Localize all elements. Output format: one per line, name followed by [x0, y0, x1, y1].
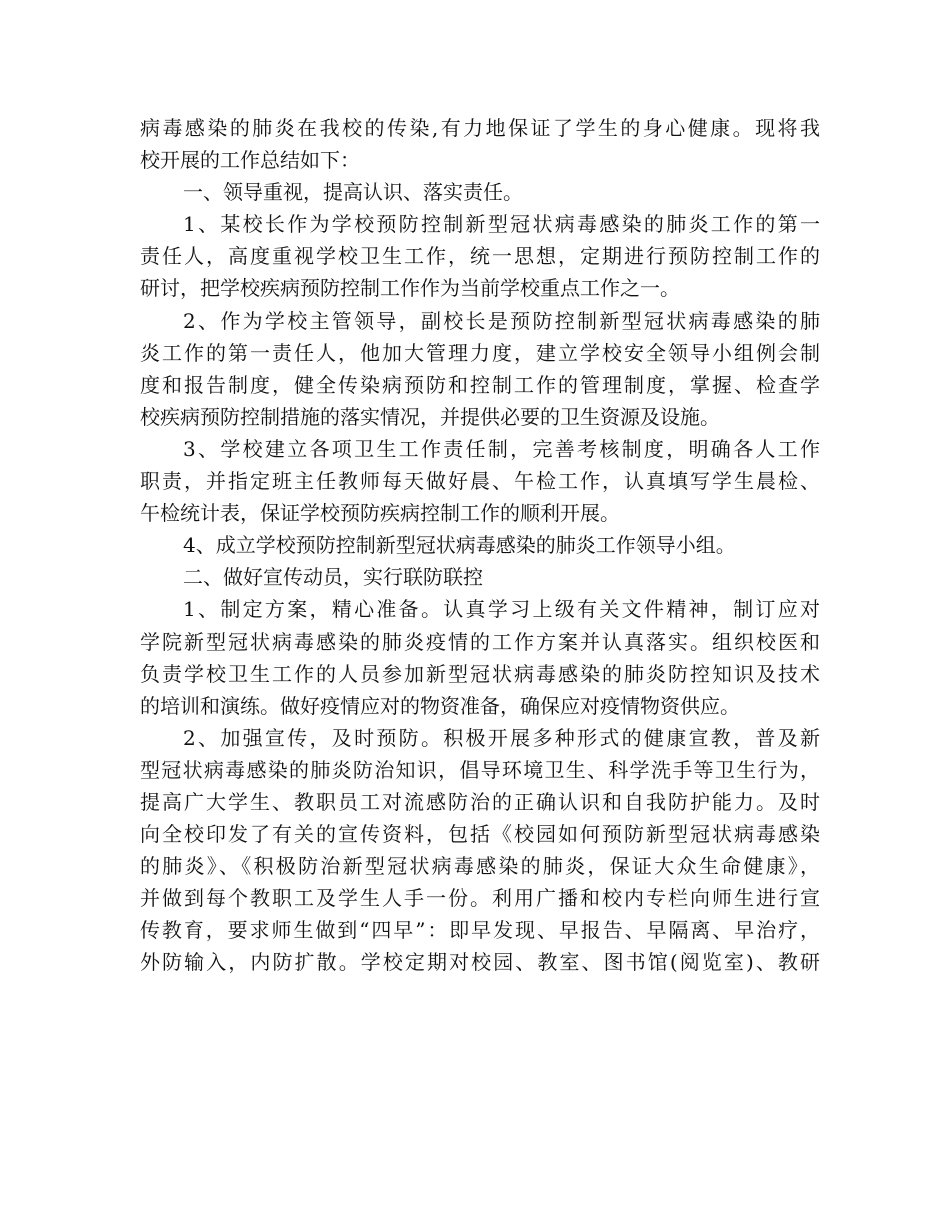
paragraph-line: 校疾病预防控制措施的落实情况，并提供必要的卫生资源及设施。	[140, 404, 720, 429]
paragraph-line: 研讨，把学校疾病预防控制工作作为当前学校重点工作之一。	[140, 276, 680, 301]
document-body	[140, 112, 820, 979]
paragraph-line: 并做到每个教职工及学生人手一份。利用广播和校内专栏向师生进行宣	[140, 886, 820, 911]
paragraph-line: 提高广大学生、教职员工对流感防治的正确认识和自我防护能力。及时	[140, 789, 820, 814]
paragraph-line: 型冠状病毒感染的肺炎防治知识，倡导环境卫生、科学洗手等卫生行为，	[140, 757, 820, 782]
paragraph-line: 传教育，要求师生做到“四早”：即早发现、早报告、早隔离、早治疗，	[140, 918, 820, 943]
paragraph-line: 向全校印发了有关的宣传资料，包括《校园如何预防新型冠状病毒感染	[140, 822, 820, 847]
paragraph-line: 负责学校卫生工作的人员参加新型冠状病毒感染的肺炎防控知识及技术	[140, 661, 820, 686]
paragraph-line: 1、制定方案，精心准备。认真学习上级有关文件精神，制订应对	[183, 597, 820, 622]
paragraph-line: 度和报告制度，健全传染病预防和控制工作的管理制度，掌握、检查学	[140, 372, 820, 397]
paragraph-line: 一、领导重视，提高认识、落实责任。	[183, 180, 523, 205]
paragraph-line: 外防输入，内防扩散。学校定期对校园、教室、图书馆(阅览室)、教研	[140, 950, 820, 975]
paragraph-line: 学院新型冠状病毒感染的肺炎疫情的工作方案并认真落实。组织校医和	[140, 629, 820, 654]
paragraph-line: 午检统计表，保证学校预防疾病控制工作的顺利开展。	[140, 501, 620, 526]
paragraph-line: 职责，并指定班主任教师每天做好晨、午检工作，认真填写学生晨检、	[140, 469, 820, 494]
paragraph-line: 校开展的工作总结如下：	[140, 148, 360, 173]
paragraph-line: 二、做好宣传动员，实行联防联控	[183, 565, 483, 590]
paragraph-line: 炎工作的第一责任人，他加大管理力度，建立学校安全领导小组例会制	[140, 340, 820, 365]
paragraph-line: 2、作为学校主管领导，副校长是预防控制新型冠状病毒感染的肺	[183, 308, 820, 333]
paragraph-line: 病毒感染的肺炎在我校的传染,有力地保证了学生的身心健康。现将我	[140, 116, 820, 140]
paragraph-line: 1、某校长作为学校预防控制新型冠状病毒感染的肺炎工作的第一	[183, 212, 820, 237]
paragraph-line: 3、学校建立各项卫生工作责任制，完善考核制度，明确各人工作	[183, 436, 820, 461]
paragraph-line: 责任人，高度重视学校卫生工作，统一思想，定期进行预防控制工作的	[140, 244, 820, 269]
paragraph-line: 的肺炎》、《积极防治新型冠状病毒感染的肺炎，保证大众生命健康》，	[140, 854, 820, 879]
paragraph-line: 2、加强宣传，及时预防。积极开展多种形式的健康宣教，普及新	[183, 725, 820, 750]
paragraph-line: 的培训和演练。做好疫情应对的物资准备，确保应对疫情物资供应。	[140, 693, 740, 718]
paragraph-line: 4、成立学校预防控制新型冠状病毒感染的肺炎工作领导小组。	[183, 533, 736, 558]
